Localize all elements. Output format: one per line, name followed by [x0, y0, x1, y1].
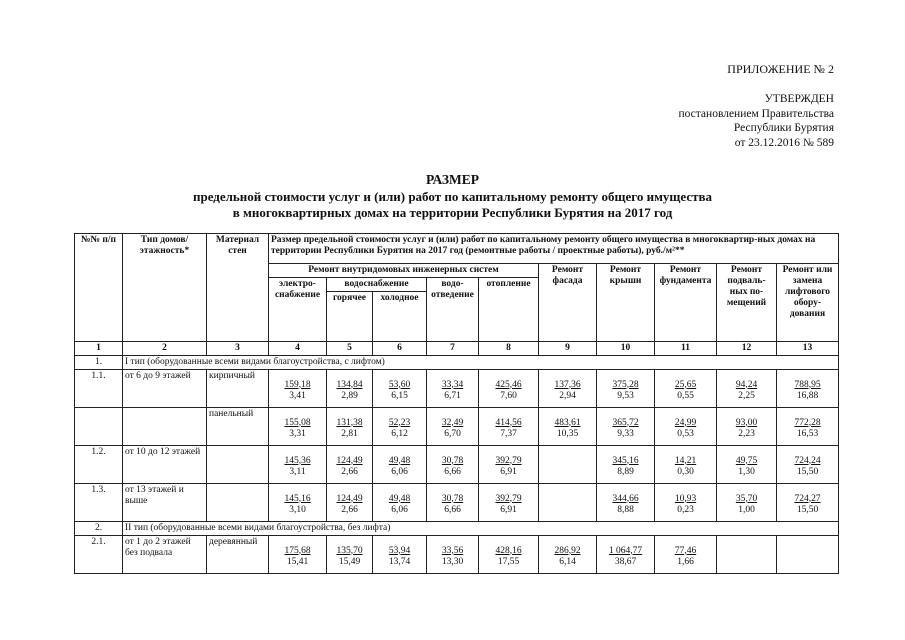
- section-row-1: [75, 356, 839, 370]
- value-cell: [655, 536, 717, 574]
- value-cell: [597, 484, 655, 522]
- value-cell: [269, 370, 327, 408]
- appendix-label: ПРИЛОЖЕНИЕ № 2: [727, 62, 834, 76]
- design-cost-value: 0,30: [677, 466, 694, 477]
- repair-cost-value: 772,28: [794, 417, 821, 428]
- row-house-type: от 1 до 2 этажей без подвала: [123, 536, 207, 574]
- value-cell: [479, 536, 539, 574]
- row-wall-material: деревянный: [207, 536, 269, 574]
- value-cell: [479, 370, 539, 408]
- value-cell: [655, 484, 717, 522]
- design-cost-value: 2,23: [738, 428, 755, 439]
- repair-cost-value: 33,34: [441, 379, 464, 390]
- cost-table: [74, 233, 839, 574]
- repair-cost-value: 93,00: [735, 417, 758, 428]
- design-cost-value: 13,30: [441, 556, 464, 567]
- row-number: 1.2.: [75, 446, 123, 484]
- value-cell: [427, 408, 479, 446]
- value-cell: [717, 370, 777, 408]
- repair-cost-value: 52,23: [388, 417, 411, 428]
- design-cost-value: 15,41: [286, 556, 309, 567]
- design-cost-value: 2,66: [341, 504, 358, 515]
- header-drainage: водо-отведение: [427, 278, 479, 342]
- value-cell: [427, 536, 479, 574]
- row-house-type: от 10 до 12 этажей: [123, 446, 207, 484]
- value-cell: [327, 408, 373, 446]
- value-cell: [539, 536, 597, 574]
- repair-cost-value: 428,16: [495, 545, 522, 556]
- design-cost-value: 15,50: [796, 466, 819, 477]
- column-number: 3: [207, 342, 269, 356]
- table-row: [75, 536, 839, 574]
- value-cell: [269, 446, 327, 484]
- column-numbers-row: [75, 342, 839, 356]
- repair-cost-value: 414,56: [495, 417, 522, 428]
- column-number: 9: [539, 342, 597, 356]
- repair-cost-value: 286,92: [554, 545, 581, 556]
- design-cost-value: 7,60: [500, 390, 517, 401]
- value-cell: [597, 446, 655, 484]
- approved-line-3: от 23.12.2016 № 589: [734, 136, 834, 149]
- header-electricity: электро-снабжение: [269, 278, 327, 342]
- value-cell: [597, 536, 655, 574]
- column-number: 10: [597, 342, 655, 356]
- design-cost-value: 6,15: [391, 390, 408, 401]
- column-number: 12: [717, 342, 777, 356]
- design-cost-value: 3,11: [289, 466, 306, 477]
- section-number: 1.: [75, 356, 123, 370]
- row-number: [75, 408, 123, 446]
- design-cost-value: 16,53: [796, 428, 819, 439]
- repair-cost-value: 33,56: [441, 545, 464, 556]
- column-number: 5: [327, 342, 373, 356]
- repair-cost-value: 24,99: [674, 417, 697, 428]
- table-row: [75, 408, 839, 446]
- row-house-type: от 6 до 9 этажей: [123, 370, 207, 408]
- repair-cost-value: 49,48: [388, 455, 411, 466]
- value-cell: [327, 370, 373, 408]
- table-row: [75, 446, 839, 484]
- header-hot-water: горячее: [327, 292, 373, 342]
- design-cost-value: 6,66: [444, 466, 461, 477]
- approved-line-2: Республики Бурятия: [733, 122, 834, 134]
- header-cost: Размер предельной стоимости услуг и (или) работ по капитальному ремонту общего имущества в многоквартир-ных домах на территории Республики Бурятия на 2017 год (ремонтные работы / проектные работы), руб./м²**: [269, 234, 839, 264]
- value-cell: [655, 408, 717, 446]
- design-cost-value: 15,49: [338, 556, 361, 567]
- header-basement: Ремонт подваль-ных по-мещений: [717, 264, 777, 342]
- repair-cost-value: 392,79: [495, 455, 522, 466]
- repair-cost-value: 124,49: [336, 493, 363, 504]
- header-heating: отопление: [479, 278, 539, 342]
- value-cell: [777, 408, 839, 446]
- value-cell: [373, 536, 427, 574]
- column-number: 13: [777, 342, 839, 356]
- design-cost-value: 3,31: [289, 428, 306, 439]
- approved-line-1: постановлением Правительства: [678, 107, 834, 120]
- repair-cost-value: 145,36: [284, 455, 311, 466]
- column-number: 4: [269, 342, 327, 356]
- section-label: I тип (оборудованные всеми видами благоустройства, с лифтом): [123, 356, 839, 370]
- row-house-type: [123, 408, 207, 446]
- repair-cost-value: 10,93: [674, 493, 697, 504]
- design-cost-value: 2,89: [341, 390, 358, 401]
- design-cost-value: 6,06: [391, 504, 408, 515]
- repair-cost-value: 137,36: [554, 379, 581, 390]
- repair-cost-value: 53,94: [388, 545, 411, 556]
- repair-cost-value: 14,21: [674, 455, 697, 466]
- row-wall-material: [207, 446, 269, 484]
- column-number: 11: [655, 342, 717, 356]
- row-wall-material: панельный: [207, 408, 269, 446]
- design-cost-value: 6,91: [500, 466, 517, 477]
- design-cost-value: 9,53: [617, 390, 634, 401]
- value-cell: [539, 370, 597, 408]
- repair-cost-value: 124,49: [336, 455, 363, 466]
- repair-cost-value: 25,65: [674, 379, 697, 390]
- design-cost-value: 16,88: [796, 390, 819, 401]
- header-num: №№ п/п: [75, 234, 123, 342]
- repair-cost-value: 53,60: [388, 379, 411, 390]
- repair-cost-value: 131,38: [336, 417, 363, 428]
- section-number: 2.: [75, 522, 123, 536]
- repair-cost-value: 365,72: [612, 417, 639, 428]
- value-cell: [269, 484, 327, 522]
- row-number: 2.1.: [75, 536, 123, 574]
- repair-cost-value: 32,49: [441, 417, 464, 428]
- column-number: 7: [427, 342, 479, 356]
- table-row: [75, 484, 839, 522]
- value-cell: [717, 446, 777, 484]
- value-cell: [373, 446, 427, 484]
- table-row: [75, 370, 839, 408]
- design-cost-value: 1,30: [738, 466, 755, 477]
- repair-cost-value: 77,46: [674, 545, 697, 556]
- design-cost-value: 0,55: [677, 390, 694, 401]
- repair-cost-value: 134,84: [336, 379, 363, 390]
- repair-cost-value: 35,70: [735, 493, 758, 504]
- row-number: 1.3.: [75, 484, 123, 522]
- repair-cost-value: 159,18: [284, 379, 311, 390]
- design-cost-value: 13,74: [388, 556, 411, 567]
- approved-label: УТВЕРЖДЕН: [764, 93, 834, 105]
- design-cost-value: 6,66: [444, 504, 461, 515]
- value-cell: [655, 370, 717, 408]
- design-cost-value: 9,33: [617, 428, 634, 439]
- value-cell: [597, 408, 655, 446]
- value-cell: [717, 408, 777, 446]
- title-main: РАЗМЕР: [425, 172, 480, 187]
- column-number: 2: [123, 342, 207, 356]
- repair-cost-value: 30,78: [441, 455, 464, 466]
- value-cell: [655, 446, 717, 484]
- value-cell: [327, 446, 373, 484]
- repair-cost-value: 724,27: [794, 493, 821, 504]
- value-cell: [373, 370, 427, 408]
- approval-block: [678, 92, 834, 150]
- design-cost-value: 1,00: [738, 504, 755, 515]
- repair-cost-value: 483,61: [554, 417, 581, 428]
- repair-cost-value: 94,24: [735, 379, 758, 390]
- header-lift: Ремонт или замена лифтового обору-дования: [777, 264, 839, 342]
- header-foundation: Ремонт фундамента: [655, 264, 717, 342]
- title-sub-1: предельной стоимости услуг и (или) работ по капитальному ремонту общего имущества: [192, 188, 713, 204]
- value-cell: [777, 536, 839, 574]
- design-cost-value: 2,25: [738, 390, 755, 401]
- row-wall-material: кирпичный: [207, 370, 269, 408]
- design-cost-value: 2,81: [341, 428, 358, 439]
- repair-cost-value: 30,78: [441, 493, 464, 504]
- value-cell: [597, 370, 655, 408]
- value-cell: [479, 484, 539, 522]
- design-cost-value: 3,10: [289, 504, 306, 515]
- design-cost-value: 6,06: [391, 466, 408, 477]
- value-cell: [777, 484, 839, 522]
- repair-cost-value: 135,70: [336, 545, 363, 556]
- header-water: водоснабжение: [327, 278, 427, 292]
- value-cell: [479, 408, 539, 446]
- value-cell: [777, 446, 839, 484]
- value-cell: [427, 484, 479, 522]
- design-cost-value: 17,55: [497, 556, 520, 567]
- value-cell: [539, 408, 597, 446]
- repair-cost-value: 145,16: [284, 493, 311, 504]
- value-cell: [327, 484, 373, 522]
- title-sub-2: в многоквартирных домах на территории Республики Бурятия на 2017 год: [232, 205, 673, 220]
- repair-cost-value: 375,28: [612, 379, 639, 390]
- document-title: [0, 172, 905, 222]
- design-cost-value: 6,12: [391, 428, 408, 439]
- value-cell: [717, 536, 777, 574]
- design-cost-value: 0,53: [677, 428, 694, 439]
- design-cost-value: 6,14: [559, 556, 576, 567]
- header-cold-water: холодное: [373, 292, 427, 342]
- row-house-type: от 13 этажей и выше: [123, 484, 207, 522]
- repair-cost-value: 724,24: [794, 455, 821, 466]
- section-label: II тип (оборудованные всеми видами благоустройства, без лифта): [123, 522, 839, 536]
- value-cell: [777, 370, 839, 408]
- repair-cost-value: 344,66: [612, 493, 639, 504]
- repair-cost-value: 49,48: [388, 493, 411, 504]
- repair-cost-value: 788,95: [794, 379, 821, 390]
- design-cost-value: 15,50: [796, 504, 819, 515]
- row-wall-material: [207, 484, 269, 522]
- column-number: 8: [479, 342, 539, 356]
- design-cost-value: 3,41: [289, 390, 306, 401]
- design-cost-value: 1,66: [677, 556, 694, 567]
- header-roof: Ремонт крыши: [597, 264, 655, 342]
- design-cost-value: 8,88: [617, 504, 634, 515]
- repair-cost-value: 49,75: [735, 455, 758, 466]
- design-cost-value: 2,94: [559, 390, 576, 401]
- header-wall: Материал стен: [207, 234, 269, 342]
- header-type: Тип домов/ этажность*: [123, 234, 207, 342]
- design-cost-value: 6,71: [444, 390, 461, 401]
- value-cell: [717, 484, 777, 522]
- design-cost-value: 0,23: [677, 504, 694, 515]
- repair-cost-value: 345,16: [612, 455, 639, 466]
- design-cost-value: 2,66: [341, 466, 358, 477]
- value-cell: [539, 484, 597, 522]
- repair-cost-value: 425,46: [495, 379, 522, 390]
- value-cell: [373, 408, 427, 446]
- value-cell: [539, 446, 597, 484]
- design-cost-value: 10,35: [556, 428, 579, 439]
- column-number: 6: [373, 342, 427, 356]
- header-internal: Ремонт внутридомовых инженерных систем: [269, 264, 539, 278]
- value-cell: [269, 408, 327, 446]
- section-row-2: [75, 522, 839, 536]
- design-cost-value: 38,67: [614, 556, 637, 567]
- repair-cost-value: 1 064,77: [608, 545, 643, 556]
- header-facade: Ремонт фасада: [539, 264, 597, 342]
- row-number: 1.1.: [75, 370, 123, 408]
- column-number: 1: [75, 342, 123, 356]
- design-cost-value: 6,70: [444, 428, 461, 439]
- repair-cost-value: 392,79: [495, 493, 522, 504]
- value-cell: [269, 536, 327, 574]
- design-cost-value: 7,37: [500, 428, 517, 439]
- repair-cost-value: 175,68: [284, 545, 311, 556]
- value-cell: [327, 536, 373, 574]
- value-cell: [479, 446, 539, 484]
- design-cost-value: 8,89: [617, 466, 634, 477]
- value-cell: [373, 484, 427, 522]
- repair-cost-value: 155,08: [284, 417, 311, 428]
- design-cost-value: 6,91: [500, 504, 517, 515]
- value-cell: [427, 370, 479, 408]
- value-cell: [427, 446, 479, 484]
